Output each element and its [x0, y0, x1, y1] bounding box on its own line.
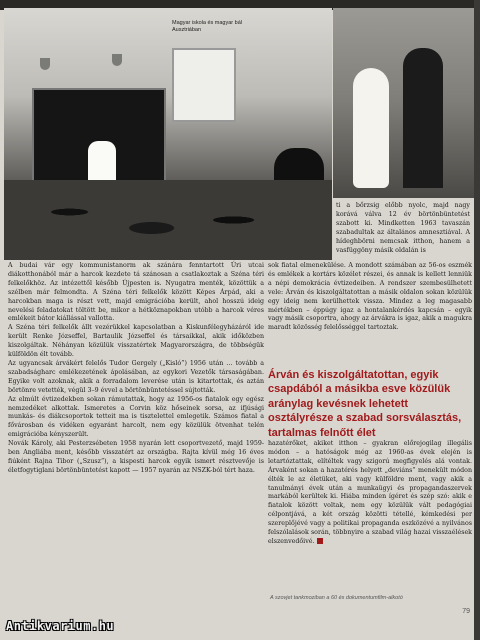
- pupils-row: [4, 180, 332, 260]
- text-column-right-top: [336, 202, 470, 255]
- watermark-logo: Antikvarium.hu: [6, 619, 115, 633]
- text-column-left: [8, 262, 264, 622]
- paragraph: Az ugyancsak árvákért felelős Tudor Gergely („Kisló”) 1956 után … tovább a szabadságharc emlékezetének ápolásában, az egykori Vezetők társaságában. Egyike volt azoknak, akik a forradalom leverése után is kitartottak, és aztán börtönre vetették, végül 3–9 évvel a börtönbüntetéssel sújtották.: [8, 359, 264, 394]
- page-edge-right: [474, 0, 480, 640]
- page-number: 79: [462, 608, 470, 615]
- text-column-middle: [268, 262, 472, 333]
- paragraph: A Széna téri felkelők állt vezérükkel kapcsolatban a Kiskunfélegyházáról ide került Renke Józseffel, Bartaulik Józseffel és társaikkal, akik időközben kiszolgáltak. Néhányan közülük visszatértek Magyarországra, de többségük külföldön élt tovább.: [8, 324, 264, 359]
- paragraph: sok fiatal elmenekülése. A mondott számában az 56-os eszmék és emlékek a kortárs közélet részei, és annak is kellett lenniük a népi demokrácia évtizedeiben. A rendszer szembesülhetett vele: Árván és kiszolgáltatottan a másik oldalon sokan közülük egy ideig nem kerülhettek vissza. Mindez a leg magasabb mértékben – éppúgy igaz a hontalankérdés kapcsán – egyik vagy másik csoportra, ahogy az árvákra is igaz, akik a magukra maradt közösség felelősséggel tartoztak.: [268, 262, 472, 332]
- paragraph-text: hazatérőket, akiket itthon – gyakran előrejogilag illegális módon – a hatóságok még az 1960-as évek elején is letartóztattak, elítéltek vagy szigorú megfigyelés alá vontak. Árvaként sokan a hazatérés helyett „deviáns” menekült módon élték le az életüket, aki vagy külföldre ment, vagy akik a tanulmányi évek után a munkaügyi és propagandaszervek markából kerültek ki. Hiába minden ígéret és szép szó: akik e fiatalok között voltak, nem egy közülük vált pedagógiai célpontjává, a két ország közötti tétellé, kémkedési per szereplőjévé vagy a politikai propaganda eszközévé a nyilvános felszólalások során, többnyire a szabad világ hazai visszaélések elszenvedőivé.: [268, 440, 472, 545]
- paragraph: A budai vár egy kommunistanorm ak szánára fenntartott Úri utcai diákotthonából már a harcok kezdete tá szánosan a csatlakoztak a Széna téri felkelőkhöz. Az intézettől később Újpesten is. Nyugatra menték, közöttük a szélben már felmondta. A Széna téri felkelők között Képes Árpád, aki a harcokban maga is részt vett, majd emigrációba került, ahol hosszú ideig nevelési feladatokat töltött be, mikor a hétköznapokban utóbb a harcok véres emlékeit bátor kiállással vallotta.: [8, 262, 264, 323]
- window-shape: [172, 48, 236, 122]
- pull-quote-text: Árván és kiszolgáltatottan, egyik csapdából a másikba esve közülük aránylag kevésnek lehetett osztályrésze a szabad sorsválasztás, tartalmas felnőtt élet: [268, 369, 462, 439]
- paragraph: Az elmúlt évtizedekben sokan rámutattak, hogy az 1956-os fiatalok egy egész nemzedéket alkottak. Ismeretes a Corvin köz hőseinek sorsa, az ifjúsági munkás- és diákcsoportok tetteit ma is tisztelettel emlegetik. Számos fiatal a fővárosban és vidéken egyaránt harcolt, nem egy közülük ötvenhat telén emigrációba kényszerült.: [8, 395, 264, 439]
- photo-credit-caption: A szovjet tankmoziban a 60 és dokumentumfilm-alkotó: [270, 595, 403, 601]
- coat-of-arms-icon: [40, 58, 50, 70]
- classroom-photo: [4, 8, 332, 260]
- photo-caption: Magyar iskola és magyar bál Ausztriában: [172, 20, 243, 33]
- dancer-woman-figure: [353, 68, 389, 188]
- dance-photo: [333, 8, 476, 198]
- coat-of-arms-icon: [112, 54, 122, 66]
- pull-quote: [268, 368, 472, 440]
- paragraph: Novák Károly, aki Pesterzsébeten 1958 nyarán lett csoportvezető, majd 1959-ben Angliába ment, később visszatért az országba. Rajta kívül még 16 éves fiúként Rajna Tibor („Szusz”), a kispesti harcok egyik ismert résztvevője is életfogytiglani börtönbüntetést kapott — 1957 nyarán az NSZK-ból tért haza.: [8, 440, 264, 474]
- end-of-article-icon: [317, 538, 323, 544]
- paragraph: ti a bőrzsig előbb nyolc, majd nagy korává válva 12 év börtönbüntetést szabott ki. Mindketten 1963 tavaszán szabadultak az általános amnesztiával. A hídeghbörni nemcsak itthon, hanem a vasfüggöny másik oldalán is: [336, 202, 470, 254]
- text-column-right-bottom: [268, 440, 472, 547]
- paragraph: [268, 440, 472, 547]
- dancer-man-figure: [403, 48, 443, 188]
